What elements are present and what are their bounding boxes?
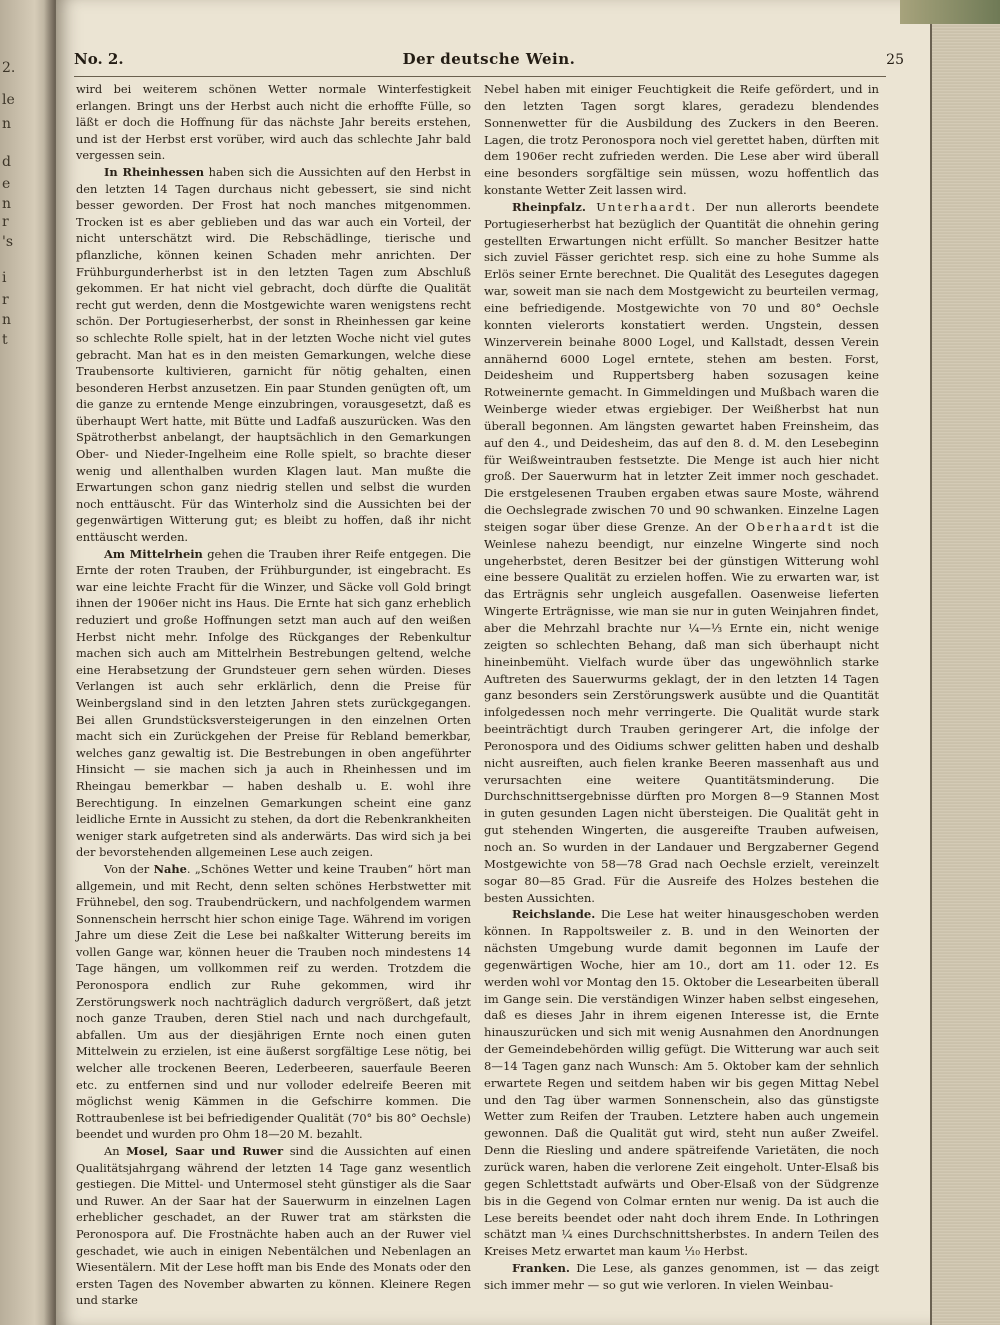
header-rule (74, 76, 886, 77)
prev-page-fragment: t (2, 332, 8, 348)
prev-page-fragment: d (2, 154, 11, 170)
prev-page-fragment: 2. (2, 60, 16, 76)
section-heading: Rheinpfalz. (512, 199, 586, 214)
section-heading: Franken. (512, 1261, 570, 1276)
prev-page-fragment: n (2, 196, 12, 212)
prev-page-fragment: n (2, 312, 12, 328)
page-edge (930, 0, 1000, 1325)
paragraph-mittelrhein: Am Mittelrhein gehen die Trauben ihrer Reife entgegen. Die Ernte der roten Trauben, der Frühburgunder, ist eingebracht. Es war eine leichte Fracht für die Winzer, und Säcke voll Gold bringt ihnen der 1906er nicht ins Haus. Die Ernte hat sich ganz erheblich reduziert und große Hoffnungen setzt man auch auf den weißen Herbst nicht mehr. Infolge des Rückganges der Rebenkultur machen sich auch am Mittelrhein Bestrebungen geltend, welche eine Herabsetzung der Grundsteuer gern sehen würden. Dieses Verlangen ist auch sehr erklärlich, denn die Preise für Weinbergsland sind in den letzten Jahren stets zurückgegangen. Bei allen Grundstücksversteigerungen in den einzelnen Orten macht sich ein Zurückgehen der Preise für Rebland bemerkbar, welches ganz gewaltig ist. Die Bestrebungen in oben angeführter Hinsicht — sie machen sich ja auch in Rheinhessen und im Rheingau bemerkbar — haben deshalb u. E. wohl ihre Berechtigung. In einzelnen Gemarkungen scheint eine ganz leidliche Ernte in Aussicht zu stehen, da dort die Rebenkrankheiten weniger stark aufgetreten sind als anderwärts. Das wird sich ja bei der bevorstehenden allgemeinen Lese auch zeigen. (76, 546, 471, 860)
subsection-heading: Oberhaardt (737, 519, 834, 534)
left-column (76, 81, 471, 1309)
section-heading: Am Mittelrhein (104, 546, 203, 561)
issue-number: No. 2. (74, 50, 124, 68)
prev-page-fragment: le (2, 92, 15, 108)
right-column (484, 81, 879, 1294)
prev-page-fragment: e (2, 176, 11, 192)
paragraph-rheinpfalz: Rheinpfalz. Unterhaardt. Der nun allerorts beendete Portugieserherbst hat bezüglich der Quantität die ohnehin gering gestellten Erwartungen nicht erfüllt. So mancher Besitzer hatte sich zuviel Fässer gerichtet resp. sich eine zu hohe Summe als Erlös seiner Ernte berechnet. Die Qualität des Lesegutes dagegen war, soweit man sie nach dem Mostgewicht zu beurteilen vermag, eine befriedigende. Mostgewichte von 70 und 80° Oechsle konnten vielerorts konstatiert werden. Ungstein, dessen Winzerverein beinahe 8000 Logel, und Kallstadt, dessen Verein annähernd 6000 Logel erntete, stehen am besten. Forst, Deidesheim und Ruppertsberg haben sozusagen keine Rotweinernte gemacht. In Gimmeldingen und Mußbach waren die Weinberge wieder etwas ergiebiger. Der Weißherbst hat nun überall begonnen. Am längsten gewartet haben Freinsheim, das auf den 4., und Deidesheim, das auf den 8. d. M. den Lesebeginn für Weißweintrauben festsetzte. Die Menge ist auch hier nicht groß. Der Sauerwurm hat in letzter Zeit immer noch geschadet. Die erstgelesenen Trauben ergaben etwas saure Moste, während die Oechslegrade zwischen 70 und 90 schwanken. Einzelne Lagen steigen sogar über diese Grenze. An der Oberhaardt ist die Weinlese nahezu beendigt, nur einzelne Wingerte sind noch ungeherbstet, deren Besitzer bei der günstigen Witterung wohl eine bessere Qualität zu erzielen hoffen. Wie zu erwarten war, ist das Erträgnis sehr ungleich ausgefallen. Oasenweise lieferten Wingerte Erträgnisse, wie man sie nur in guten Weinjahren findet, aber die Mehrzahl brachte nur ¼—⅓ Ernte ein, nicht wenige zeigten so schlechten Behang, daß man sich überhaupt nicht hineinbemüht. Vielfach wurde über das ungewöhnlich starke Auftreten des Sauerwurms geklagt, der in den letzten 14 Tagen ganz besonders sein Zerstörungswerk ausübte und die Quantität infolgedessen noch mehr verringerte. Die Qualität wurde stark beeinträchtigt durch Trauben geringerer Art, die infolge der Peronospora und des Oidiums schwer gelitten haben und deshalb nicht ausreiften, auch fielen kranke Beeren massenhaft aus und verursachten eine weitere Quantitätsminderung. Die Durchschnittsergebnisse dürften pro Morgen 8—9 Stannen Most in guten gesunden Lagen nicht übersteigen. Die Qualität geht in gut stehenden Wingerten, die ausgereifte Trauben aufweisen, noch an. So wurden in der Landauer und Bergzaberner Gegend Mostgewichte von 58—78 Grad nach Oechsle erzielt, vereinzelt sogar 80—85 Grad. Für die Ausreife des Holzes bestehen die besten Aussichten. (484, 199, 879, 905)
section-heading: Reichslande. (512, 907, 596, 922)
paragraph: wird bei weiterem schönen Wetter normale Winterfestigkeit erlangen. Bringt uns der Herbst auch nicht die erhoffte Fülle, so läßt er doch die Hoffnung für das nächste Jahr bereits erstehen, und ist der Herbst erst vorüber, wird auch das schlechte Jahr bald vergessen sein. (76, 82, 471, 163)
paragraph-nahe: Von der Nahe. „Schönes Wetter und keine Trauben“ hört man allgemein, und mit Recht, denn selten schönes Herbstwetter mit Frühnebel, den sog. Traubendrückern, und nachfolgendem warmen Sonnenschein herrscht hier schon einige Tage. Während im vorigen Jahre um diese Zeit die Lese bei naßkalter Witterung bereits im vollen Gange war, können heuer die Trauben noch mindestens 14 Tage hängen, um vollkommen reif zu werden. Trotzdem die Peronospora endlich zur Ruhe gekommen, wird ihr Zerstörungswerk noch nachträglich dadurch vergrößert, daß jetzt noch ganze Trauben, deren Stiel nach und nach durchgefault, abfallen. Um aus der diesjährigen Ernte noch einen guten Mittelwein zu erzielen, ist eine äußerst sorgfältige Lese nötig, bei welcher alle trockenen Beeren, Lederbeeren, sauerfaule Beeren etc. zu entfernen sind und nur volloder edelreife Beeren mit möglichst wenig Kämmen in die Gefschirre kommen. Die Rottraubenlese ist bei befriedigender Qualität (70° bis 80° Oechsle) beendet und wurden pro Ohm 18—20 M. bezahlt. (76, 861, 472, 1142)
prev-page-fragment: r (2, 214, 9, 230)
prev-page-fragment: n (2, 116, 12, 132)
section-heading: Nahe (153, 861, 187, 876)
paragraph-mosel: An Mosel, Saar und Ruwer sind die Aussichten auf einen Qualitätsjahrgang während der letzten 14 Tage ganz wesentlich gestiegen. Die Mittel- und Untermosel steht günstiger als die Saar und Ruwer. An der Saar hat der Sauerwurm in einzelnen Lagen erheblicher geschadet, an der Ruwer trat am stärksten die Peronospora auf. Die Frostnächte haben auch an der Ruwer viel geschadet, wie auch in einigen Nebentälchen und Nebenlagen an Wiesentälern. Mit der Lese hofft man bis Ende des Monats oder den ersten Tagen des November abwarten zu können. Kleinere Regen und starke (76, 1144, 472, 1308)
subsection-heading: Unterhaardt. (585, 199, 698, 214)
publication-title: Der deutsche Wein. (402, 50, 576, 68)
section-heading: Mosel, Saar und Ruwer (126, 1144, 284, 1158)
paragraph: Nebel haben mit einiger Feuchtigkeit die Reife gefördert, und in den letzten Tagen sorgt klares, geradezu blendendes Sonnenwetter für die Ausbildung des Zuckers in den Beeren. Lagen, die trotz Peronospora noch viel gerettet haben, dürften mit dem 1906er recht zufrieden werden. Die Lese aber wird überall eine besonders sorgfältige sein müssen, wozu hoffentlich das konstante Wetter Zeit lassen wird. (484, 82, 879, 198)
paragraph-reichslande: Reichslande. Die Lese hat weiter hinausgeschoben werden können. In Rappoltsweiler z. B. und in den Weinorten der nächsten Umgebung wurde damit begonnen im Laufe der gegenwärtigen Woche, hier am 10., dort am 11. oder 12. Es werden wohl vor Montag den 15. Oktober die Lesearbeiten überall im Gange sein. Die verständigen Winzer haben selbst eingesehen, daß es dieses Jahr in ihrem eigenen Interesse ist, die Ernte hinauszurücken und sich mit wenig Ausnahmen den Anordnungen der Gemeindebehörden willig gefügt. Die Witterung war auch seit 8—14 Tagen ganz nach Wunsch: Am 5. Oktober kam der sehnlich erwartete Regen und seitdem haben wir bis gegen Mittag Nebel und den Tag über warmen Sonnenschein, also das günstigste Wetter zum Reifen der Trauben. Letztere haben auch ungemein gewonnen. Daß die Qualität gut wird, steht nun außer Zweifel. Denn die Riesling und andere spätreifende Varietäten, die noch zurück waren, haben die verlorene Zeit eingeholt. Unter-Elsaß bis gegen Schlettstadt aufwärts und Ober-Elsaß von der Südgrenze bis in die Gegend von Colmar ernten nur wenig. Da ist auch die Lese bereits beendet oder naht doch ihrem Ende. In Lothringen schätzt man ¼ eines Durchschnittsherbstes. In andern Teilen des Kreises Metz erwartet man kaum ¹⁄₁₀ Herbst. (484, 907, 879, 1259)
book-cover-edge (900, 0, 1000, 24)
paragraph-franken: Franken. Die Lese, als ganzes genommen, ist — das zeigt sich immer mehr — so gut wie verloren. In vielen Weinbau- (484, 1261, 879, 1292)
prev-page-fragment: i (2, 270, 7, 286)
page-number: 25 (886, 52, 904, 68)
page-header (74, 50, 904, 74)
prev-page-fragment: 's (2, 234, 14, 250)
section-heading: In Rheinhessen (104, 164, 205, 179)
paragraph-rheinhessen: In Rheinhessen haben sich die Aussichten auf den Herbst in den letzten 14 Tagen durchaus nicht gebessert, sie sind nicht besser geworden. Der Frost hat noch manches mitgenommen. Trocken ist es aber geblieben und das war auch ein Vorteil, der nicht unterschätzt wird. Die Rebschädlinge, tierische und pflanzliche, können keinen Schaden mehr anrichten. Der Frühburgunderherbst ist in den letzten Tagen zum Abschluß gekommen. Er hat nicht viel gebracht, doch dürfte die Qualität recht gut werden, denn die Mostgewichte waren wenigstens recht schön. Der Portugieserherbst, der sonst in Rheinhessen gar keine so schlechte Rolle spielt, hat in der letzten Woche nicht viel gutes gebracht. Man hat es in den meisten Gemarkungen, welche diese Traubensorte kultivieren, garnicht für nötig gehalten, einen besonderen Herbst anzusetzen. Ein paar Stunden genügten oft, um die ganze zu erntende Menge einzubringen, vorausgesetzt, daß es überhaupt Wert hatte, mit Bütte und Ladfaß auszurücken. Was den Spätrotherbst anbelangt, der hauptsächlich in den Gemarkungen Ober- und Nieder-Ingelheim eine Rolle spielt, so brachte dieser wenig und allenthalben wurden Klagen laut. Man mußte die Erwartungen schon ganz niedrig stellen und selbst die wurden noch enttäuscht. Für das Winterholz sind die Aussichten bei der gegenwärtigen Witterung gut; es bleibt zu hoffen, daß ihr nicht enttäuscht werden. (76, 164, 471, 545)
prev-page-fragment: r (2, 292, 9, 308)
